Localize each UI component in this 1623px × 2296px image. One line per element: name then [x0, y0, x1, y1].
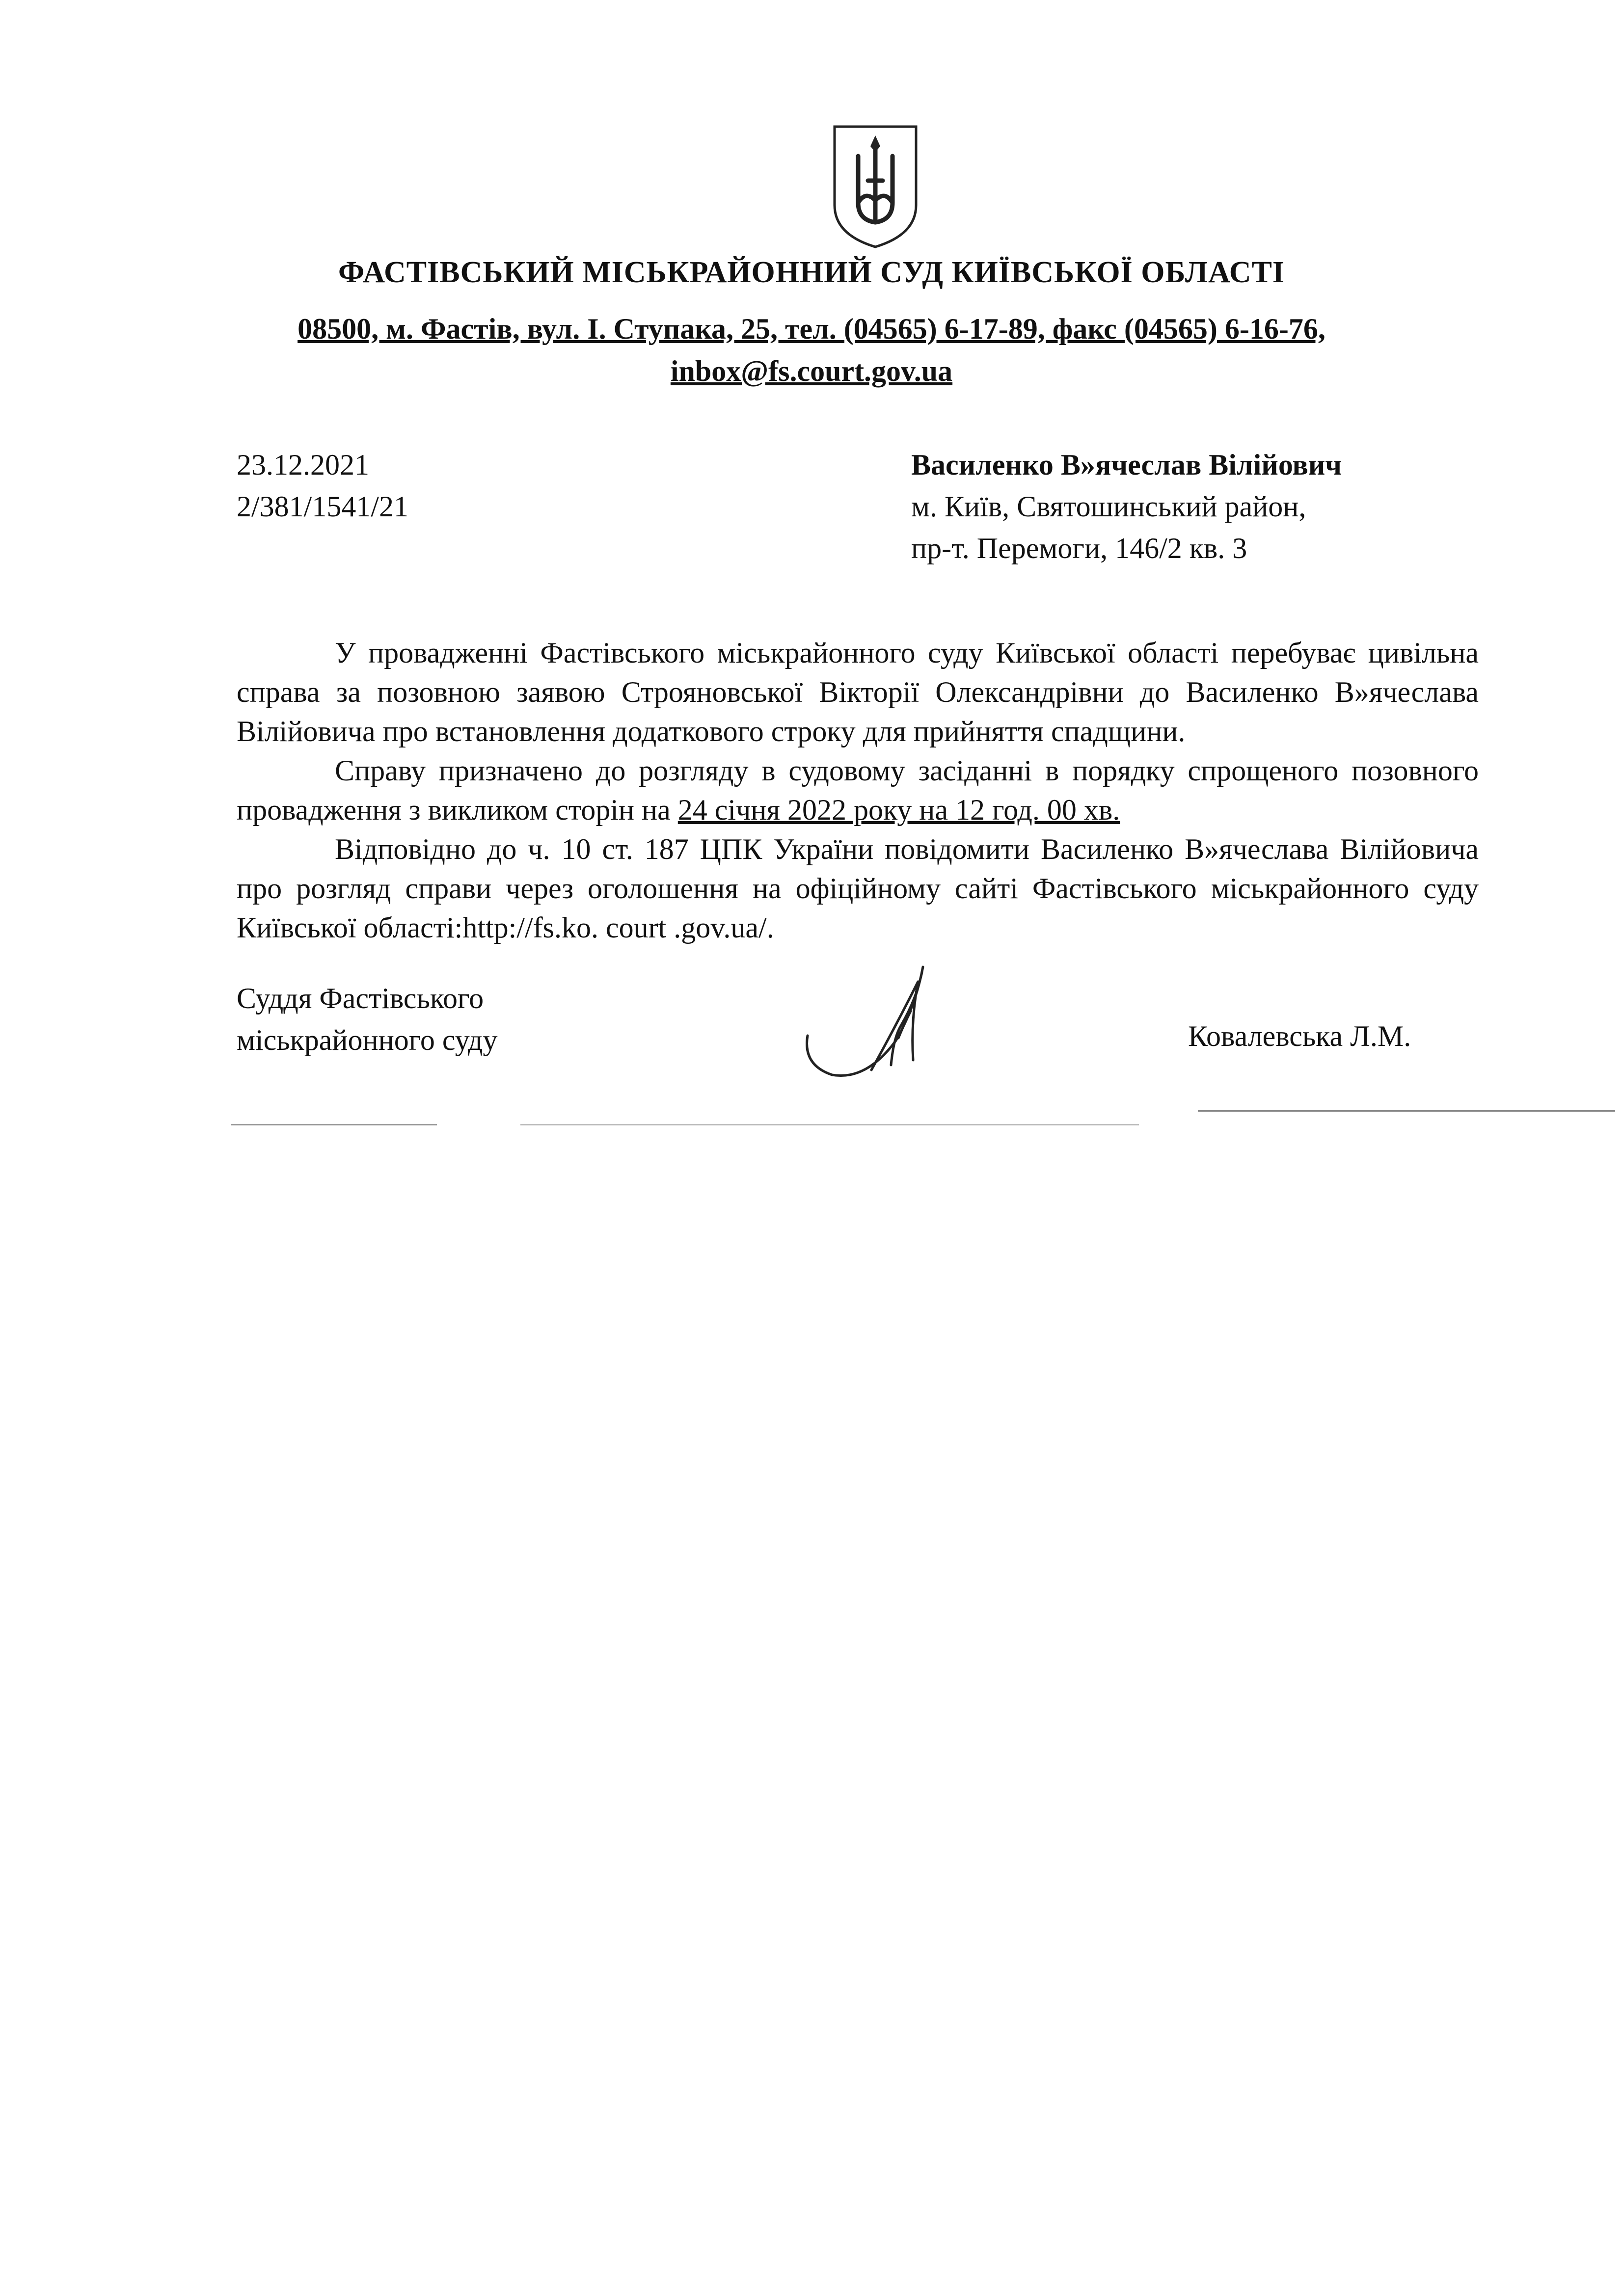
handwritten-signature — [798, 952, 945, 1090]
ukraine-trident-icon — [829, 122, 922, 249]
recipient-address-line2: пр-т. Перемоги, 146/2 кв. 3 — [911, 532, 1247, 564]
recipient-address-line1: м. Київ, Святошинський район, — [911, 490, 1306, 523]
judge-name: Ковалевська Л.М. — [1188, 1020, 1411, 1052]
paragraph-3: Відповідно до ч. 10 ст. 187 ЦПК України повідомити Василенко В»ячеслава Вілійовича про розгляд справи через оголошення на офіційному сайті Фастівського міськрайонного суду Київської області:http://fs.ko. court .gov.ua/. — [237, 833, 1479, 944]
scan-artifact-line — [1198, 1110, 1615, 1112]
scan-artifact-line — [520, 1124, 1139, 1125]
scan-artifact-line — [231, 1124, 437, 1125]
paragraph-2-text: Справу призначено до розгляду в судовому засіданні в порядку спрощеного позовного провадження з викликом сторін на — [237, 754, 1479, 826]
case-number: 2/381/1541/21 — [237, 490, 409, 523]
court-email: inbox@fs.court.gov.ua — [670, 355, 953, 387]
letter-body — [237, 633, 1479, 947]
hearing-date: 24 січня 2022 року на 12 год. 00 хв. — [677, 794, 1120, 826]
document-date: 23.12.2021 — [237, 449, 369, 481]
recipient-name: Василенко В»ячеслав Вілійович — [911, 449, 1342, 481]
court-name: ФАСТІВСЬКИЙ МІСЬКРАЙОННИЙ СУД КИЇВСЬКОЇ ОБЛАСТІ — [338, 256, 1285, 289]
court-address: 08500, м. Фастів, вул. І. Ступака, 25, тел. (04565) 6-17-89, факс (04565) 6-16-76, — [298, 313, 1325, 345]
document-meta — [237, 444, 408, 528]
signer-title — [237, 978, 497, 1061]
signer-title-line2: міськрайонного суду — [237, 1024, 498, 1056]
signer-title-line1: Суддя Фастівського — [237, 982, 484, 1015]
recipient-block — [911, 444, 1342, 569]
paragraph-2 — [237, 751, 1479, 829]
paragraph-1: У провадженні Фастівського міськрайонного суду Київської області перебуває цивільна справа за позовною заявою Строяновської Вікторії Олександрівни до Василенко В»ячеслава Вілійовича про встановлення додаткового строку для прийняття спадщини. — [237, 637, 1479, 748]
